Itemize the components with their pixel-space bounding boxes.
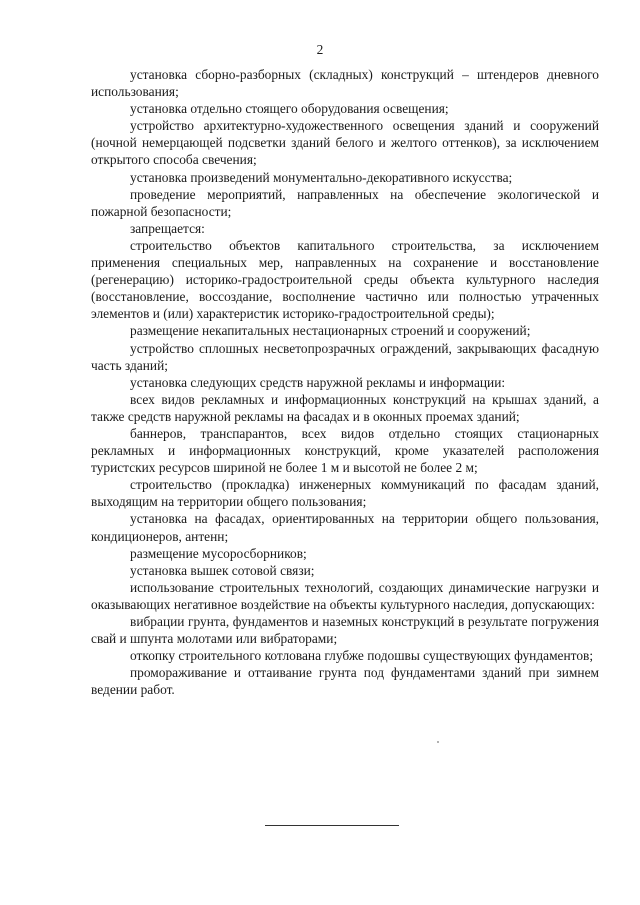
paragraph-solid-fences: устройство сплошных несветопрозрачных ограждений, закрывающих фасадную часть зданий; bbox=[91, 340, 599, 373]
paragraph-architectural-lighting: устройство архитектурно-художественного освещения зданий и сооружений (ночной немерцающей подсветки зданий белого и желтого оттенков), за исключением открытого способа свечения; bbox=[91, 118, 599, 168]
paragraph-vibrations: вибрации грунта, фундаментов и наземных конструкций в результате погружения свай и шпунта молотами или вибраторами; bbox=[91, 614, 599, 647]
paragraph-capital-construction: строительство объектов капитального строительства, за исключением применения специальных мер, направленных на сохранение и восстановление (регенерацию) историко-градостроительной среды объекта культурного наследия (восстановление, воссоздание, восполнение частично или полностью утраченных элементов и (или) характеристик историко-градостроительной среды); bbox=[91, 237, 599, 322]
end-rule-divider bbox=[265, 825, 399, 826]
paragraph-advertising-heading: установка следующих средств наружной рекламы и информации: bbox=[130, 374, 506, 390]
paragraph-monumental-art: установка произведений монументально-декоративного искусства; bbox=[130, 169, 513, 185]
paragraph-construction-technologies: использование строительных технологий, создающих динамические нагрузки и оказывающих негативное воздействие на объекты культурного наследия, допускающих: bbox=[91, 579, 599, 612]
paragraph-shtenders: установка сборно-разборных (складных) конструкций – штендеров дневного использования; bbox=[91, 67, 599, 100]
body-text bbox=[91, 66, 599, 698]
paragraph-air-conditioners: установка на фасадах, ориентированных на территории общего пользования, кондиционеров, антенн; bbox=[91, 511, 599, 544]
paragraph-roof-advertising: всех видов рекламных и информационных конструкций на крышах зданий, а также средств наружной рекламы на фасадах и в оконных проемах зданий; bbox=[91, 391, 599, 424]
paragraph-banners: баннеров, транспарантов, всех видов отдельно стоящих стационарных рекламных и информационных конструкций, кроме указателей расположения туристских ресурсов шириной не более 1 м и высотой не более 2 м; bbox=[91, 425, 599, 476]
paragraph-facade-utilities: строительство (прокладка) инженерных коммуникаций по фасадам зданий, выходящим на территории общего пользования; bbox=[91, 477, 599, 510]
paragraph-garbage-bins: размещение мусоросборников; bbox=[130, 545, 307, 561]
paragraph-prohibited-heading: запрещается: bbox=[130, 220, 205, 236]
paragraph-temporary-structures: размещение некапитальных нестационарных строений и сооружений; bbox=[130, 323, 531, 339]
paragraph-lighting-equipment: установка отдельно стоящего оборудования освещения; bbox=[130, 101, 449, 117]
scan-speck bbox=[437, 741, 439, 743]
paragraph-freezing: промораживание и оттаивание грунта под фундаментами зданий при зимнем ведении работ. bbox=[91, 665, 599, 698]
paragraph-cell-towers: установка вышек сотовой связи; bbox=[130, 562, 315, 578]
page-number: 2 bbox=[316, 42, 324, 57]
paragraph-excavation: откопку строительного котлована глубже подошвы существующих фундаментов; bbox=[130, 648, 594, 664]
paragraph-safety-measures: проведение мероприятий, направленных на обеспечение экологической и пожарной безопасности; bbox=[91, 186, 599, 219]
